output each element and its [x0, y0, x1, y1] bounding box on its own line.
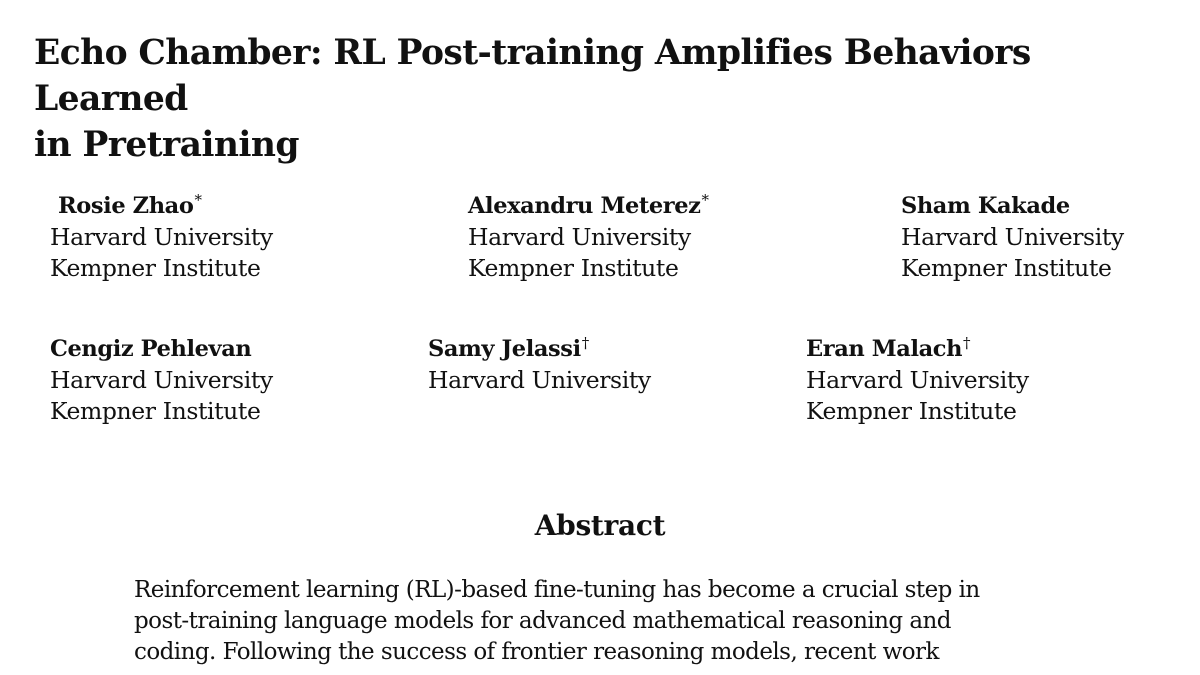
author-affiliation: Harvard University: [50, 223, 273, 251]
author-name: Eran Malach†: [806, 334, 971, 362]
author-block-samy-jelassi: [428, 334, 651, 396]
abstract-heading: Abstract: [534, 509, 666, 542]
abstract-line: coding. Following the success of frontier reasoning models, recent work: [134, 639, 939, 665]
author-affiliation: Kempner Institute: [468, 254, 679, 282]
senior-author-mark: †: [963, 334, 971, 352]
author-name: Rosie Zhao*: [58, 191, 202, 219]
paper-title-line-1: Echo Chamber: RL Post-training Amplifies Behaviors Learned: [34, 33, 1031, 119]
author-affiliation: Kempner Institute: [901, 254, 1112, 282]
author-block-alexandru-meterez: [468, 191, 709, 284]
equal-contribution-mark: *: [194, 191, 202, 209]
author-name: Cengiz Pehlevan: [50, 336, 252, 362]
author-affiliation: Kempner Institute: [50, 397, 261, 425]
author-block-eran-malach: [806, 334, 1029, 427]
author-name: Samy Jelassi†: [428, 334, 589, 362]
author-block-rosie-zhao: [58, 191, 202, 222]
abstract-line: post-training language models for advanced mathematical reasoning and: [134, 608, 951, 634]
author-affiliation: Kempner Institute: [50, 254, 261, 282]
author-affiliations-rosie-zhao: [50, 222, 273, 284]
author-affiliation: Kempner Institute: [806, 397, 1017, 425]
author-affiliation: Harvard University: [901, 223, 1124, 251]
author-affiliation: Harvard University: [468, 223, 691, 251]
author-name: Alexandru Meterez*: [468, 191, 709, 219]
abstract-body: [134, 575, 1074, 668]
equal-contribution-mark: *: [701, 191, 709, 209]
senior-author-mark: †: [581, 334, 589, 352]
author-affiliation: Harvard University: [806, 366, 1029, 394]
paper-title-line-2: in Pretraining: [34, 125, 299, 165]
author-affiliation: Harvard University: [50, 366, 273, 394]
author-block-cengiz-pehlevan: [50, 334, 273, 427]
author-name: Sham Kakade: [901, 193, 1070, 219]
author-block-sham-kakade: [901, 191, 1124, 284]
paper-title: [34, 30, 1184, 168]
abstract-line: Reinforcement learning (RL)-based fine-tuning has become a crucial step in: [134, 577, 980, 603]
author-affiliation: Harvard University: [428, 366, 651, 394]
